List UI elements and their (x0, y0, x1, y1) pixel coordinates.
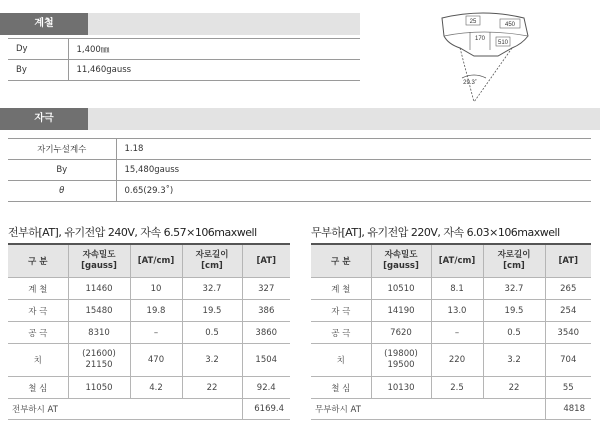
table-cell: 4.2 (130, 377, 182, 399)
table-cell: 계 철 (311, 278, 371, 300)
yoke-param-row (8, 60, 360, 81)
column-header: 구 분 (8, 244, 68, 278)
table-cell: 11460 (68, 278, 130, 300)
no-load-table (311, 243, 591, 420)
table-cell: 철 심 (8, 377, 68, 399)
total-row (8, 399, 290, 420)
yoke-section-title: 계철 (0, 13, 88, 35)
angle-label: 29.3˚ (463, 80, 477, 86)
table-row (8, 300, 290, 322)
param-value: 11,460gauss (68, 60, 360, 81)
column-header: 자로길이 [cm] (182, 244, 242, 278)
dim-label: 450 (504, 22, 516, 28)
pole-section-header (0, 108, 600, 130)
table-cell: – (130, 322, 182, 344)
pole-shape-diagram (428, 10, 548, 106)
table-header-row (8, 244, 290, 278)
table-cell: 3.2 (182, 344, 242, 377)
table-cell: 0.5 (483, 322, 545, 344)
table-cell: 11050 (68, 377, 130, 399)
column-header: 구 분 (311, 244, 371, 278)
table-cell: 1504 (242, 344, 290, 377)
table-cell: 254 (545, 300, 591, 322)
table-cell: 470 (130, 344, 182, 377)
table-cell: 19.5 (483, 300, 545, 322)
pole-params-table (8, 138, 591, 202)
yoke-params-table (8, 38, 360, 81)
table-cell: 55 (545, 377, 591, 399)
param-label: θ (8, 181, 116, 202)
table-cell: 265 (545, 278, 591, 300)
dim-label: 510 (497, 40, 509, 46)
table-row (311, 344, 591, 377)
table-cell: 10 (130, 278, 182, 300)
total-row (311, 399, 591, 420)
param-value: 1.18 (116, 139, 591, 160)
pole-param-row (8, 139, 591, 160)
table-cell: 치 (8, 344, 68, 377)
table-cell: 14190 (371, 300, 431, 322)
table-cell: 계 철 (8, 278, 68, 300)
param-value: 1,400㎜ (68, 39, 360, 60)
table-row (311, 377, 591, 399)
pole-param-row (8, 160, 591, 181)
table-cell: 철 심 (311, 377, 371, 399)
table-cell: 32.7 (182, 278, 242, 300)
column-header: [AT/cm] (130, 244, 182, 278)
table-cell: 자 극 (8, 300, 68, 322)
table-cell: 220 (431, 344, 483, 377)
param-value: 15,480gauss (116, 160, 591, 181)
dim-label: 170 (474, 36, 486, 42)
param-label: Dy (8, 39, 68, 60)
table-cell: – (431, 322, 483, 344)
table-cell: 3540 (545, 322, 591, 344)
table-cell: 22 (182, 377, 242, 399)
table-cell: 92.4 (242, 377, 290, 399)
table-cell: 공 극 (8, 322, 68, 344)
param-label: 자기누설계수 (8, 139, 116, 160)
dim-label: 25 (469, 19, 477, 25)
total-label: 전부하시 AT (8, 399, 242, 420)
table-cell: 공 극 (311, 322, 371, 344)
column-header: [AT/cm] (431, 244, 483, 278)
table-cell: 19.5 (182, 300, 242, 322)
table-cell: 자 극 (311, 300, 371, 322)
table-row (8, 377, 290, 399)
table-cell: (19800) 19500 (371, 344, 431, 377)
table-cell: 327 (242, 278, 290, 300)
param-label: By (8, 60, 68, 81)
table-cell: 2.5 (431, 377, 483, 399)
table-header-row (311, 244, 591, 278)
table-cell: (21600) 21150 (68, 344, 130, 377)
table-cell: 704 (545, 344, 591, 377)
table-cell: 13.0 (431, 300, 483, 322)
table-row (311, 300, 591, 322)
column-header: [AT] (242, 244, 290, 278)
param-label: By (8, 160, 116, 181)
table-cell: 386 (242, 300, 290, 322)
total-label: 무부하시 AT (311, 399, 545, 420)
column-header: 자속밀도 [gauss] (371, 244, 431, 278)
table-row (8, 344, 290, 377)
column-header: 자로길이 [cm] (483, 244, 545, 278)
table-cell: 3860 (242, 322, 290, 344)
pole-section-title: 자극 (0, 108, 88, 130)
total-value: 6169.4 (242, 399, 290, 420)
table-cell: 15480 (68, 300, 130, 322)
no-load-title: 무부하[AT], 유기전압 220V, 자속 6.03×106maxwell (311, 226, 560, 239)
table-cell: 7620 (371, 322, 431, 344)
table-cell: 8310 (68, 322, 130, 344)
table-row (8, 322, 290, 344)
table-cell: 8.1 (431, 278, 483, 300)
table-cell: 10130 (371, 377, 431, 399)
table-row (311, 278, 591, 300)
table-cell: 0.5 (182, 322, 242, 344)
param-value: 0.65(29.3˚) (116, 181, 591, 202)
column-header: [AT] (545, 244, 591, 278)
table-cell: 3.2 (483, 344, 545, 377)
full-load-table (8, 243, 290, 420)
column-header: 자속밀도 [gauss] (68, 244, 130, 278)
pole-param-row (8, 181, 591, 202)
table-cell: 22 (483, 377, 545, 399)
table-cell: 32.7 (483, 278, 545, 300)
yoke-section-header (0, 13, 360, 35)
table-row (8, 278, 290, 300)
table-cell: 치 (311, 344, 371, 377)
full-load-title: 전부하[AT], 유기전압 240V, 자속 6.57×106maxwell (8, 226, 257, 239)
total-value: 4818 (545, 399, 591, 420)
yoke-param-row (8, 39, 360, 60)
table-cell: 10510 (371, 278, 431, 300)
table-row (311, 322, 591, 344)
table-cell: 19.8 (130, 300, 182, 322)
